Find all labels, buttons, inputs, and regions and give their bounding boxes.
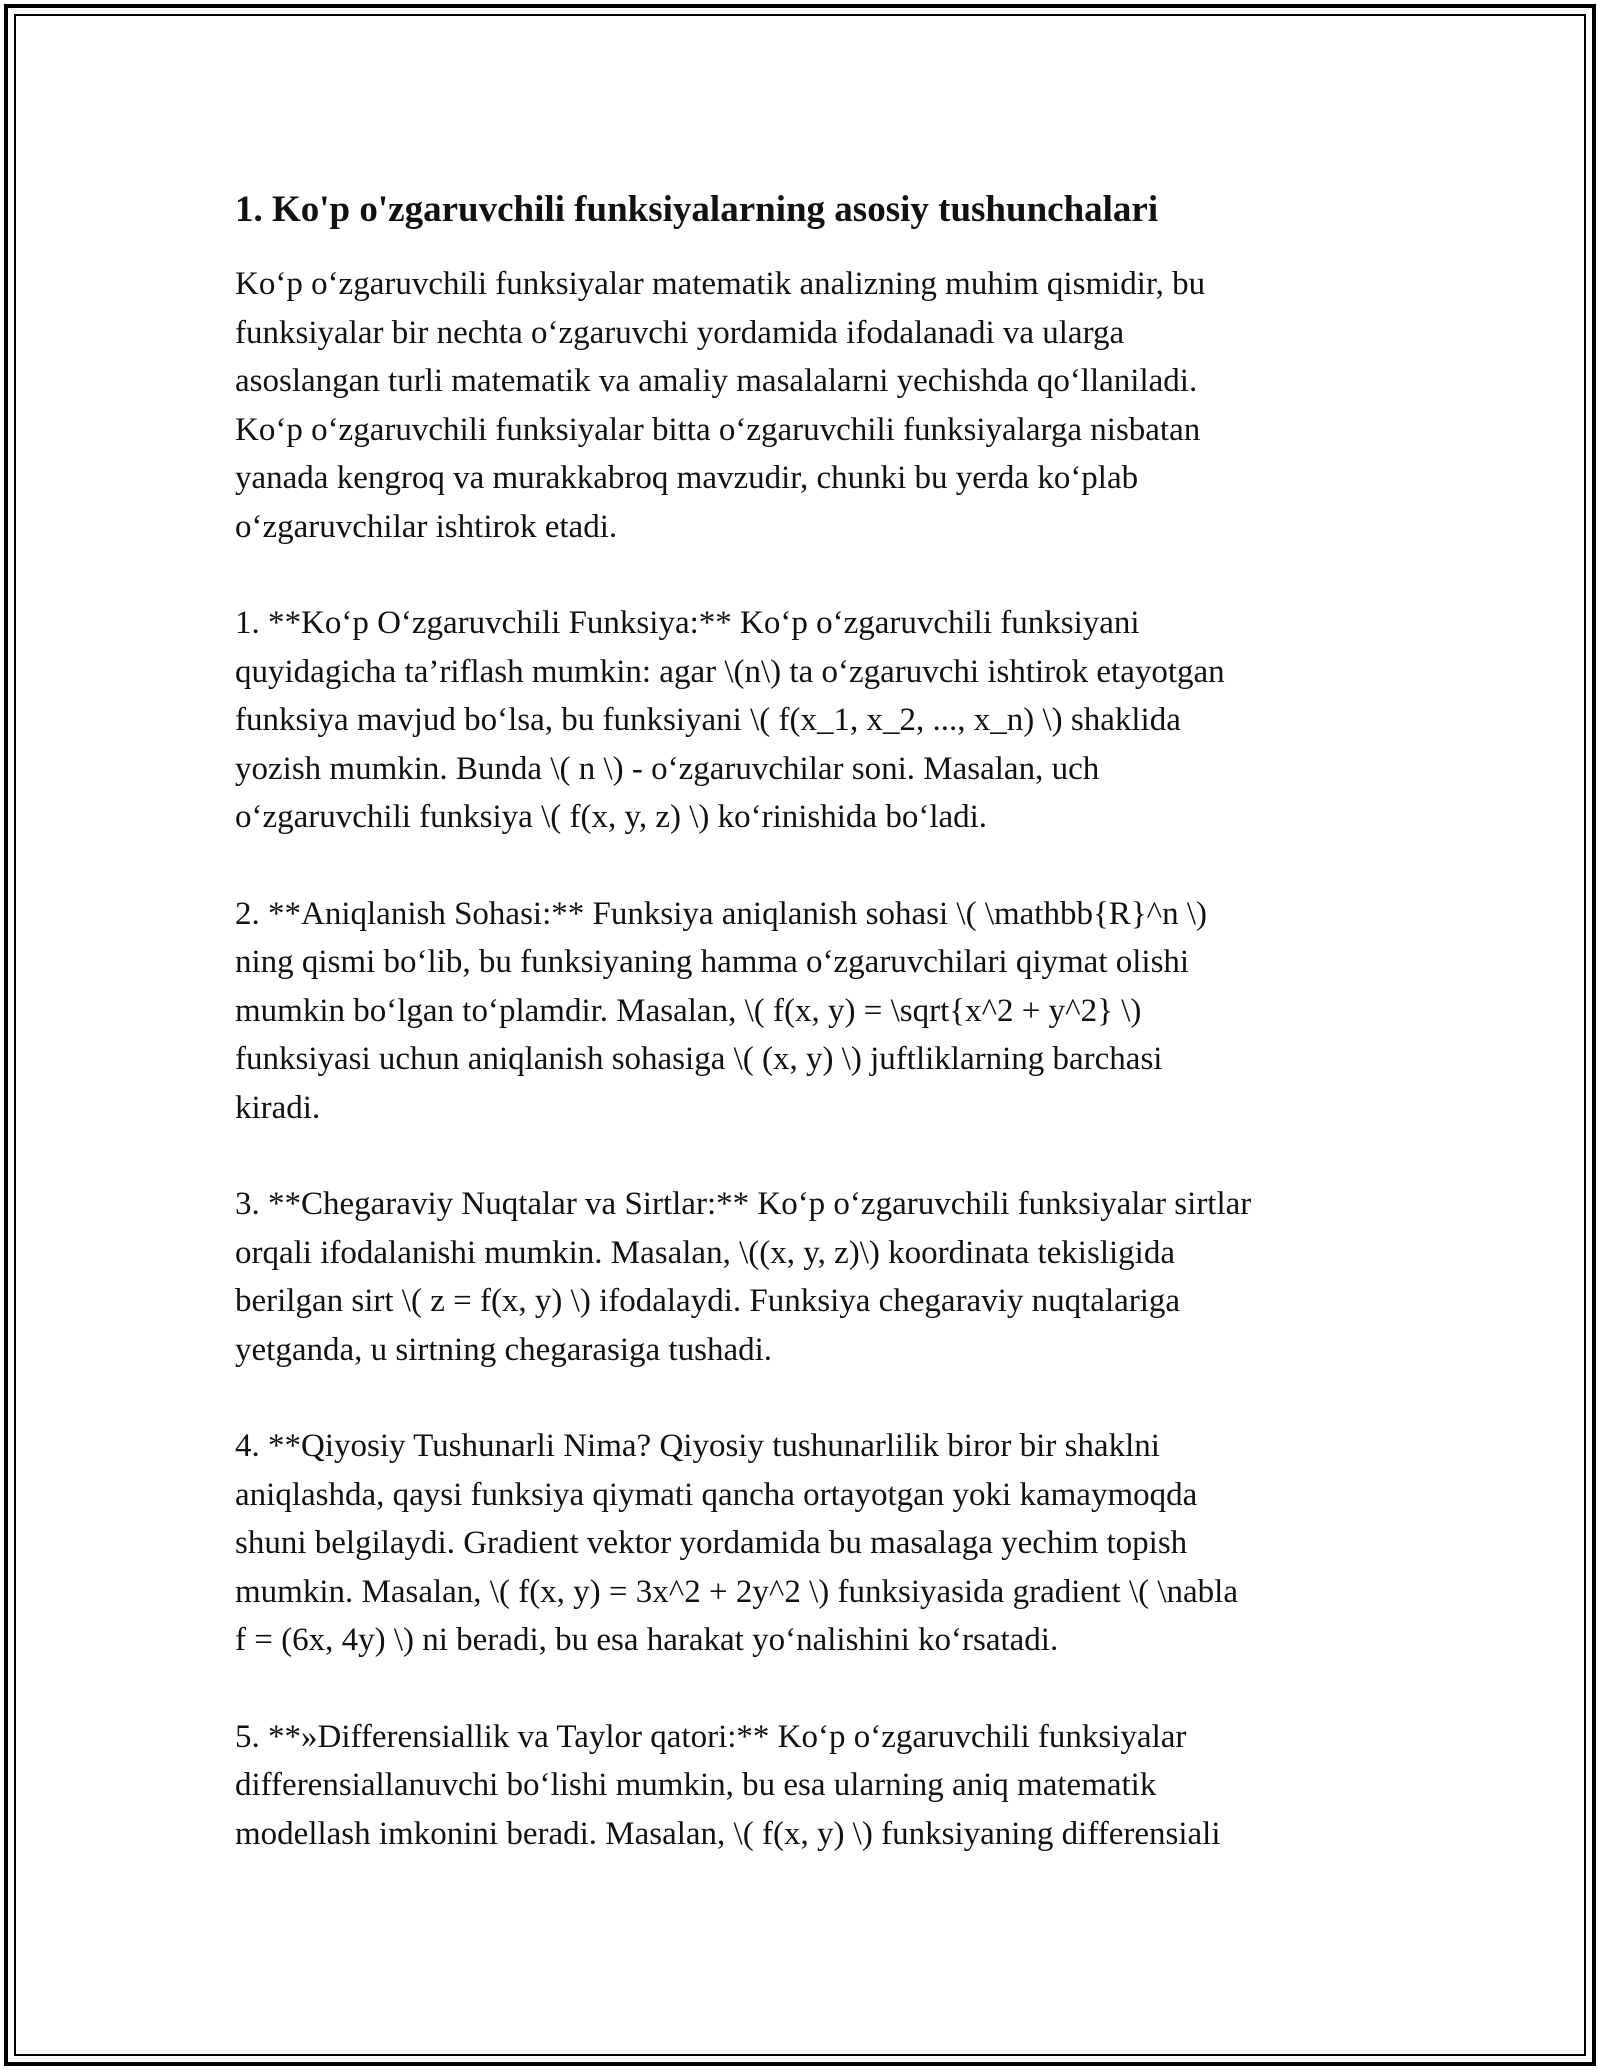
item-multivariable-function: 1. **Ko‘p O‘zgaruvchili Funksiya:** Ko‘p o‘zgaruvchili funksiyani quyidagicha ta’riflash mumkin: agar \(n\) ta o‘zgaruvchi ishtirok etayotgan funksiya mavjud bo‘lsa, bu funksiyani \( f(x_1, x_2, ..., x_n) \) shaklida yozish mumkin. Bunda \( n \) - o‘zgaruvchilar soni. Masalan, uch o‘zgaruvchili funksiya \( f(x, y, z) \) ko‘rinishida bo‘ladi. <box>235 605 1225 835</box>
section-heading: 1. Ko'p o'zgaruvchili funksiyalarning asosiy tushunchalari <box>235 189 1159 230</box>
document-body <box>235 186 1375 1906</box>
item-boundary-points-surfaces: 3. **Chegaraviy Nuqtalar va Sirtlar:** Ko‘p o‘zgaruvchili funksiyalar sirtlar orqali ifodalanishi mumkin. Masalan, \((x, y, z)\) koordinata tekisligida berilgan sirt \( z = f(x, y) \) ifodalaydi. Funksiya chegaraviy nuqtalariga yetganda, u sirtning chegarasiga tushadi. <box>235 1186 1252 1368</box>
item-comparative-understanding: 4. **Qiyosiy Tushunarli Nima? Qiyosiy tushunarlilik biror bir shaklni aniqlashda, qaysi funksiya qiymati qancha ortayotgan yoki kamaymoqda shuni belgilaydi. Gradient vektor yordamida bu masalaga yechim topish mumkin. Masalan, \( f(x, y) = 3x^2 + 2y^2 \) funksiyasida gradient \( \nabla f = (6x, 4y) \) ni beradi, bu esa harakat yo‘nalishini ko‘rsatadi. <box>235 1428 1238 1658</box>
item-domain: 2. **Aniqlanish Sohasi:** Funksiya aniqlanish sohasi \( \mathbb{R}^n \) ning qismi bo‘lib, bu funksiyaning hamma o‘zgaruvchilari qiymat olishi mumkin bo‘lgan to‘plamdir. Masalan, \( f(x, y) = \sqrt{x^2 + y^2} \) funksiyasi uchun aniqlanish sohasiga \( (x, y) \) juftliklarning barchasi kiradi. <box>235 895 1208 1126</box>
item-differentiability-taylor: 5. **»Differensiallik va Taylor qatori:** Ko‘p o‘zgaruvchili funksiyalar differensiallanuvchi bo‘lishi mumkin, bu esa ularning aniq matematik modellash imkonini beradi. Masalan, \( f(x, y) \) funksiyaning differensiali <box>235 1718 1221 1852</box>
intro-paragraph: Ko‘p o‘zgaruvchili funksiyalar matematik analizning muhim qismidir, bu funksiyalar bir nechta o‘zgaruvchi yordamida ifodalanadi va ularga asoslangan turli matematik va amaliy masalalarni yechishda qo‘llaniladi. Ko‘p o‘zgaruvchili funksiyalar bitta o‘zgaruvchili funksiyalarga nisbatan yanada kengroq va murakkabroq mavzudir, chunki bu yerda ko‘plab o‘zgaruvchilar ishtirok etadi. <box>235 266 1206 545</box>
